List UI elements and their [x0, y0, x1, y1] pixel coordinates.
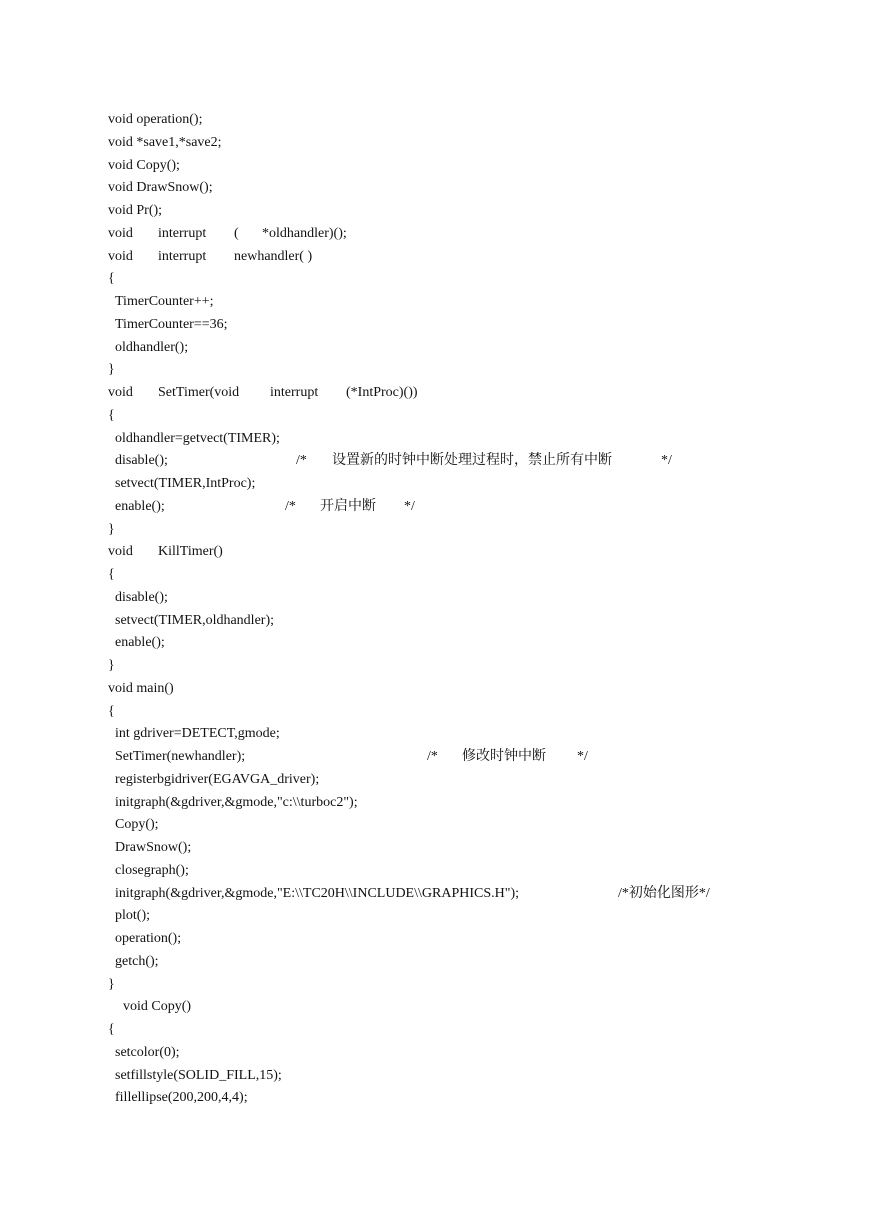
code-line — [108, 814, 808, 837]
code-segment: void main() — [108, 680, 174, 696]
code-segment: SetTimer(newhandler); — [115, 749, 246, 764]
code-segment: interrupt — [270, 385, 319, 400]
code-segment: void operation(); — [108, 112, 203, 127]
code-segment: { — [108, 271, 115, 287]
code-segment: } — [108, 521, 115, 537]
code-segment: oldhandler(); — [115, 339, 189, 355]
code-line — [108, 450, 808, 473]
code-segment: } — [108, 976, 115, 992]
code-line — [108, 519, 808, 542]
code-line — [108, 359, 808, 382]
code-segment: */ — [404, 498, 415, 514]
code-line — [108, 928, 808, 951]
code-segment: setvect(TIMER,IntProc); — [115, 476, 256, 491]
code-segment: void — [108, 385, 133, 400]
code-line — [108, 291, 808, 314]
code-line — [108, 564, 808, 587]
code-segment: */ — [661, 453, 672, 469]
code-line — [108, 200, 808, 223]
code-line — [108, 405, 808, 428]
code-segment: registerbgidriver(EGAVGA_driver); — [115, 771, 320, 787]
code-line — [108, 246, 808, 269]
code-line — [108, 177, 808, 200]
code-line — [108, 1087, 808, 1110]
code-line — [108, 314, 808, 337]
code-line — [108, 541, 808, 564]
code-segment: { — [108, 1022, 115, 1037]
code-line — [108, 610, 808, 633]
code-segment: setcolor(0); — [115, 1044, 180, 1060]
code-segment: newhandler( ) — [234, 248, 313, 264]
code-segment: 设置新的时钟中断处理过程时，禁止所有中断 — [332, 453, 612, 469]
code-segment: 修改时钟中断 — [462, 749, 546, 764]
code-segment: /*初始化图形*/ — [618, 885, 710, 901]
code-line — [108, 860, 808, 883]
code-segment: initgraph(&gdriver,&gmode,"c:\\turboc2"); — [115, 794, 358, 810]
code-line — [108, 496, 808, 519]
code-segment: } — [108, 362, 115, 378]
code-line — [108, 996, 808, 1019]
code-line — [108, 155, 808, 178]
code-line — [108, 837, 808, 860]
code-segment: /* — [296, 453, 307, 469]
code-segment: closegraph(); — [115, 862, 189, 878]
code-segment: { — [108, 703, 115, 719]
code-line — [108, 951, 808, 974]
code-segment: 开启中断 — [320, 498, 376, 514]
code-line — [108, 1019, 808, 1042]
code-segment: operation(); — [115, 931, 182, 946]
code-listing — [108, 109, 808, 1110]
code-line — [108, 632, 808, 655]
code-segment: disable(); — [115, 453, 168, 469]
code-segment: { — [108, 567, 115, 582]
code-segment: void Pr(); — [108, 203, 163, 218]
code-segment: interrupt — [158, 248, 207, 264]
code-line — [108, 678, 808, 701]
code-line — [108, 974, 808, 997]
code-line — [108, 792, 808, 815]
code-segment: /* — [285, 498, 296, 514]
code-segment: void — [108, 248, 133, 264]
code-segment: TimerCounter==36; — [115, 316, 228, 332]
code-line — [108, 109, 808, 132]
code-line — [108, 337, 808, 360]
code-line — [108, 268, 808, 291]
code-line — [108, 1065, 808, 1088]
code-segment: *oldhandler)(); — [262, 225, 347, 241]
code-segment: setvect(TIMER,oldhandler); — [115, 612, 275, 628]
code-segment: void — [108, 225, 133, 241]
code-line — [108, 905, 808, 928]
code-segment: /* — [427, 749, 438, 764]
code-segment: */ — [577, 749, 588, 764]
code-segment: void Copy(); — [108, 157, 180, 173]
code-segment: void DrawSnow(); — [108, 180, 213, 196]
code-segment: disable(); — [115, 589, 168, 605]
code-segment: { — [108, 407, 115, 423]
code-line — [108, 382, 808, 405]
code-segment: SetTimer(void — [158, 385, 240, 400]
code-line — [108, 723, 808, 746]
code-line — [108, 223, 808, 246]
code-line — [108, 655, 808, 678]
code-segment: ( — [234, 225, 239, 241]
code-segment: interrupt — [158, 225, 207, 241]
code-segment: void — [108, 544, 133, 560]
code-line — [108, 428, 808, 451]
code-segment: int gdriver=DETECT,gmode; — [115, 726, 280, 742]
code-segment: setfillstyle(SOLID_FILL,15); — [115, 1067, 282, 1083]
code-line — [108, 769, 808, 792]
code-segment: getch(); — [115, 953, 159, 969]
code-line — [108, 746, 808, 769]
code-segment: plot(); — [115, 908, 150, 924]
code-segment: fillellipse(200,200,4,4); — [115, 1090, 248, 1106]
code-segment: initgraph(&gdriver,&gmode,"E:\\TC20H\\INCLUDE\\GRAPHICS.H"); — [115, 885, 520, 901]
code-line — [108, 1042, 808, 1065]
code-line — [108, 883, 808, 906]
code-segment: Copy(); — [115, 817, 159, 833]
code-segment: void Copy() — [123, 999, 192, 1015]
code-segment: (*IntProc)()) — [346, 385, 418, 400]
code-line — [108, 132, 808, 155]
code-segment: void *save1,*save2; — [108, 134, 222, 150]
code-segment: enable(); — [115, 635, 165, 651]
code-segment: TimerCounter++; — [115, 294, 214, 309]
code-segment: KillTimer() — [158, 544, 223, 560]
code-line — [108, 587, 808, 610]
code-segment: enable(); — [115, 498, 165, 514]
code-segment: oldhandler=getvect(TIMER); — [115, 430, 280, 446]
code-line — [108, 701, 808, 724]
code-line — [108, 473, 808, 496]
code-segment: DrawSnow(); — [115, 840, 192, 855]
code-segment: } — [108, 658, 115, 673]
